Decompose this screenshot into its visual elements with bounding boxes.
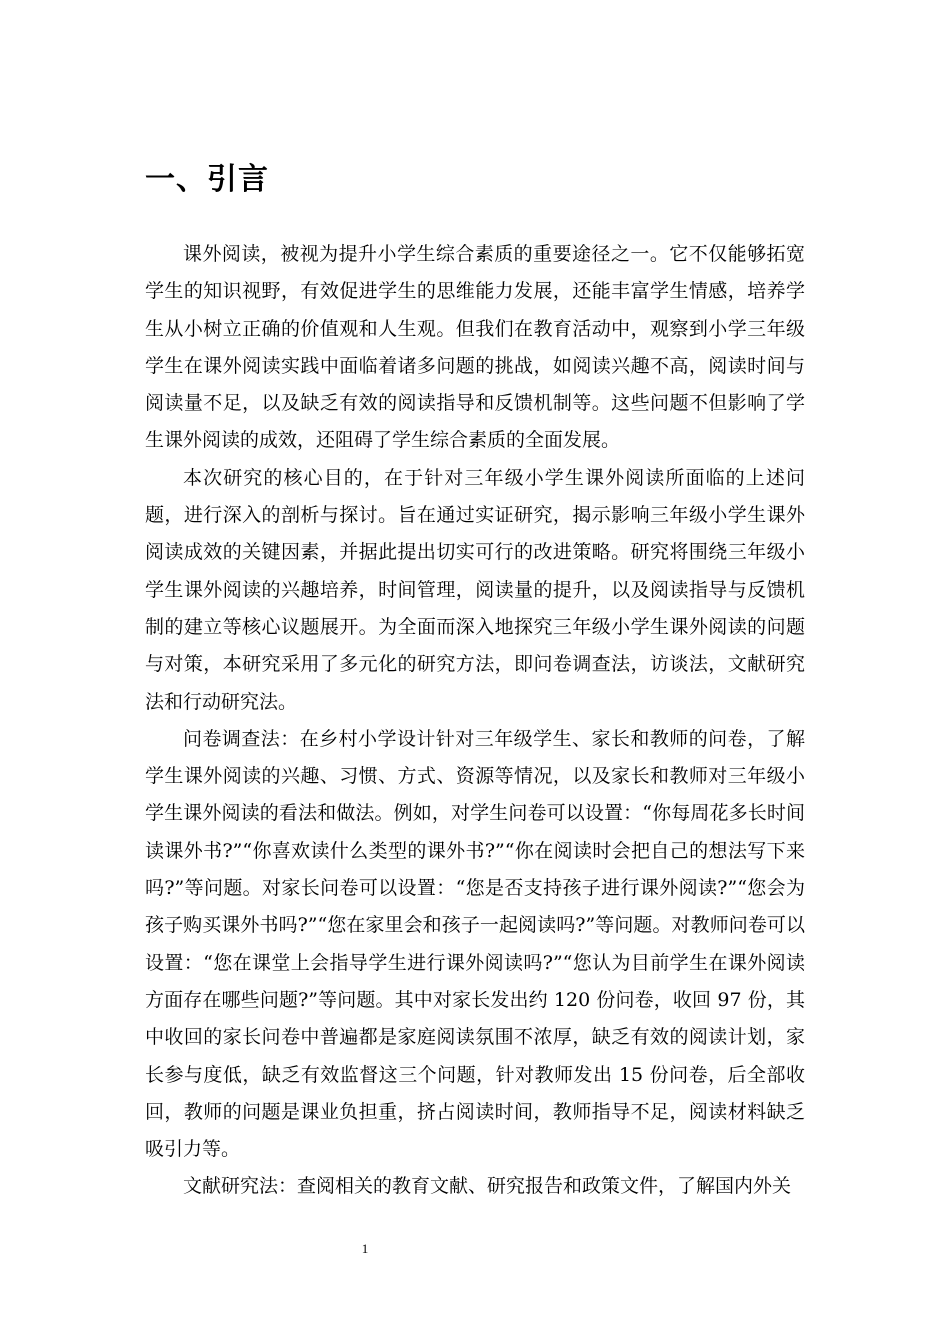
page-number: 1 [361, 1241, 369, 1256]
paragraph-intro: 课外阅读，被视为提升小学生综合素质的重要途径之一。它不仅能够拓宽学生的知识视野，有效促进学生的思维能力发展，还能丰富学生情感，培养学生从小树立正确的价值观和人生观。但我们在教育活动中，观察到小学三年级学生在课外阅读实践中面临着诸多问题的挑战，如阅读兴趣不高，阅读时间与阅读量不足，以及缺乏有效的阅读指导和反馈机制等。这些问题不但影响了学生课外阅读的成效，还阻碍了学生综合素质的全面发展。 [145, 243, 805, 452]
paragraph-questionnaire-method: 问卷调查法：在乡村小学设计针对三年级学生、家长和教师的问卷，了解学生课外阅读的兴趣、习惯、方式、资源等情况，以及家长和教师对三年级小学生课外阅读的看法和做法。例如，对学生问卷可以设置：“你每周花多长时间读课外书?”“你喜欢读什么类型的课外书?”“你在阅读时会把自己的想法写下来吗?”等问题。对家长问卷可以设置：“您是否支持孩子进行课外阅读?”“您会为孩子购买课外书吗?”“您在家里会和孩子一起阅读吗?”等问题。对教师问卷可以设置：“您在课堂上会指导学生进行课外阅读吗?”“您认为目前学生在课外阅读方面存在哪些问题?”等问题。其中对家长发出约 120 份问卷，收回 97 份，其中收回的家长问卷中普遍都是家庭阅读氛围不浓厚，缺乏有效的阅读计划，家长参与度低，缺乏有效监督这三个问题，针对教师发出 15 份问卷，后全部收回，教师的问题是课业负担重，挤占阅读时间，教师指导不足，阅读材料缺乏吸引力等。 [145, 727, 805, 1161]
paragraph-literature-method: 文献研究法：查阅相关的教育文献、研究报告和政策文件，了解国内外关 [183, 1175, 792, 1198]
paragraph-research-purpose: 本次研究的核心目的，在于针对三年级小学生课外阅读所面临的上述问题，进行深入的剖析与探讨。旨在通过实证研究，揭示影响三年级小学生课外阅读成效的关键因素，并据此提出切实可行的改进策略。研究将围绕三年级小学生课外阅读的兴趣培养，时间管理，阅读量的提升，以及阅读指导与反馈机制的建立等核心议题展开。为全面而深入地探究三年级小学生课外阅读的问题与对策，本研究采用了多元化的研究方法，即问卷调查法，访谈法，文献研究法和行动研究法。 [145, 466, 805, 713]
section-heading: 一、引言 [145, 162, 269, 197]
body-text [145, 236, 805, 1206]
